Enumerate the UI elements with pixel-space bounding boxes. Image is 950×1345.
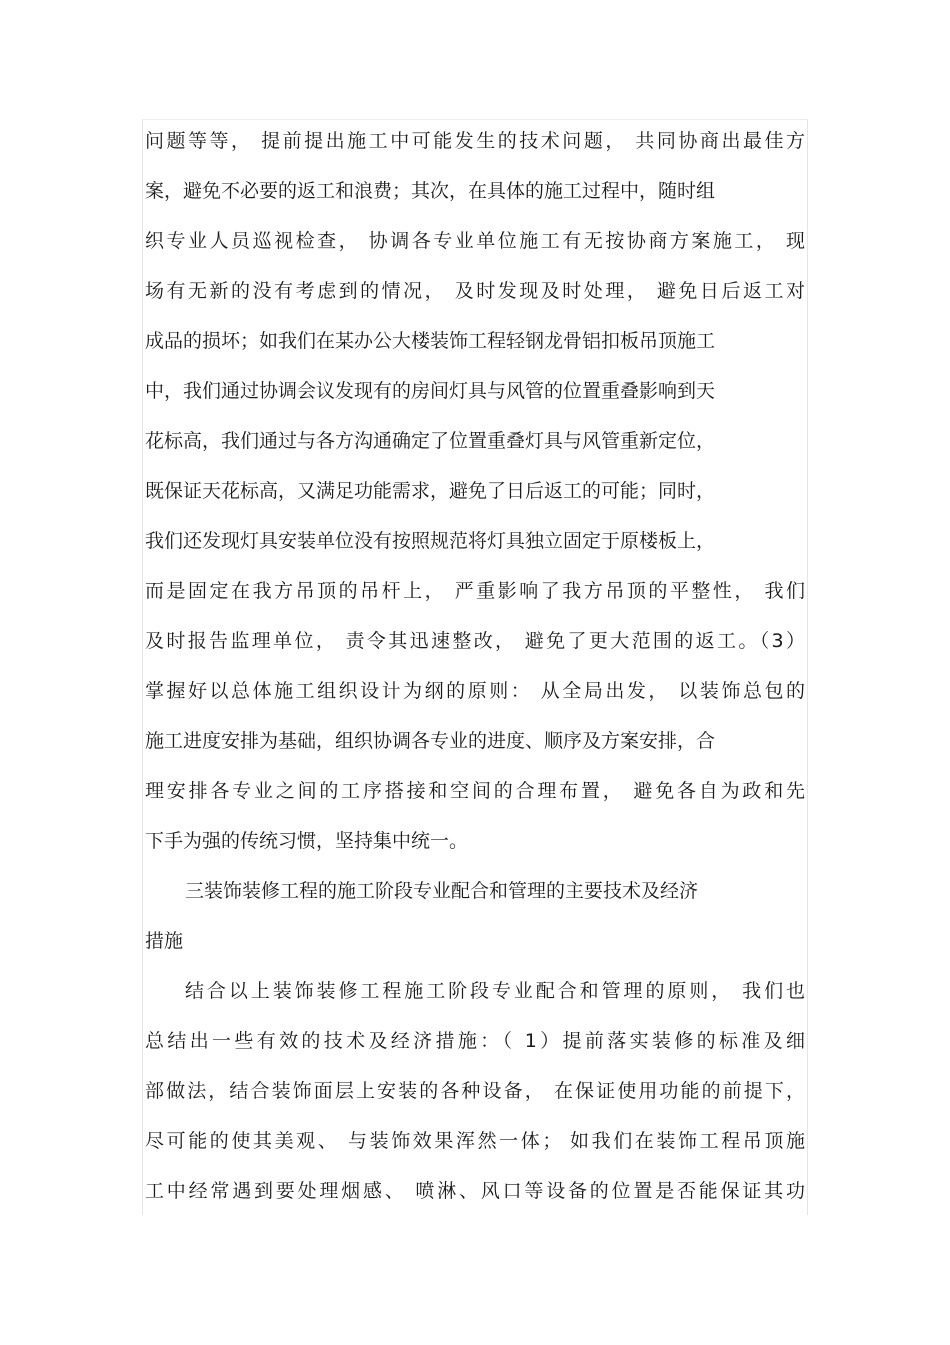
text-line: 总结出一些有效的技术及经济措施：（ 1）提前落实装修的标准及细 (145, 1030, 805, 1052)
text-line: 部做法，结合装饰面层上安装的各种设备， 在保证使用功能的前提下， (145, 1080, 805, 1102)
text-line: 场有无新的没有考虑到的情况， 及时发现及时处理， 避免日后返工对 (145, 280, 805, 302)
text-line: 花标高，我们通过与各方沟通确定了位置重叠灯具与风管重新定位， (145, 430, 716, 452)
text-line: 尽可能的使其美观、 与装饰效果浑然一体； 如我们在装饰工程吊顶施 (145, 1130, 805, 1152)
text-line: 成品的损坏；如我们在某办公大楼装饰工程轻钢龙骨铝扣板吊顶施工 (145, 330, 716, 352)
text-line: 掌握好以总体施工组织设计为纲的原则： 从全局出发， 以装饰总包的 (145, 680, 805, 702)
section-heading: 三装饰装修工程的施工阶段专业配合和管理的主要技术及经济 (185, 880, 699, 902)
text-line: 及时报告监理单位， 责令其迅速整改， 避免了更大范围的返工。（3） (145, 630, 805, 652)
section-heading-continued: 措施 (145, 930, 184, 952)
text-line: 结合以上装饰装修工程施工阶段专业配合和管理的原则， 我们也 (185, 980, 805, 1002)
text-line: 施工进度安排为基础，组织协调各专业的进度、顺序及方案安排，合 (145, 730, 716, 752)
text-line: 我们还发现灯具安装单位没有按照规范将灯具独立固定于原楼板上， (145, 530, 716, 552)
text-line: 织专业人员巡视检查， 协调各专业单位施工有无按协商方案施工， 现 (145, 230, 805, 252)
text-line: 案，避免不必要的返工和浪费；其次，在具体的施工过程中，随时组 (145, 180, 716, 202)
text-line: 既保证天花标高，又满足功能需求，避免了日后返工的可能；同时， (145, 480, 716, 502)
text-line: 问题等等， 提前提出施工中可能发生的技术问题， 共同协商出最佳方 (145, 130, 805, 152)
text-line: 工中经常遇到要处理烟感、 喷淋、风口等设备的位置是否能保证其功 (145, 1180, 805, 1202)
text-line: 理安排各专业之间的工序搭接和空间的合理布置， 避免各自为政和先 (145, 780, 805, 802)
text-line: 中，我们通过协调会议发现有的房间灯具与风管的位置重叠影响到天 (145, 380, 716, 402)
text-line: 而是固定在我方吊顶的吊杆上， 严重影响了我方吊顶的平整性， 我们 (145, 580, 805, 602)
text-line: 下手为强的传统习惯，坚持集中统一。 (145, 830, 469, 852)
